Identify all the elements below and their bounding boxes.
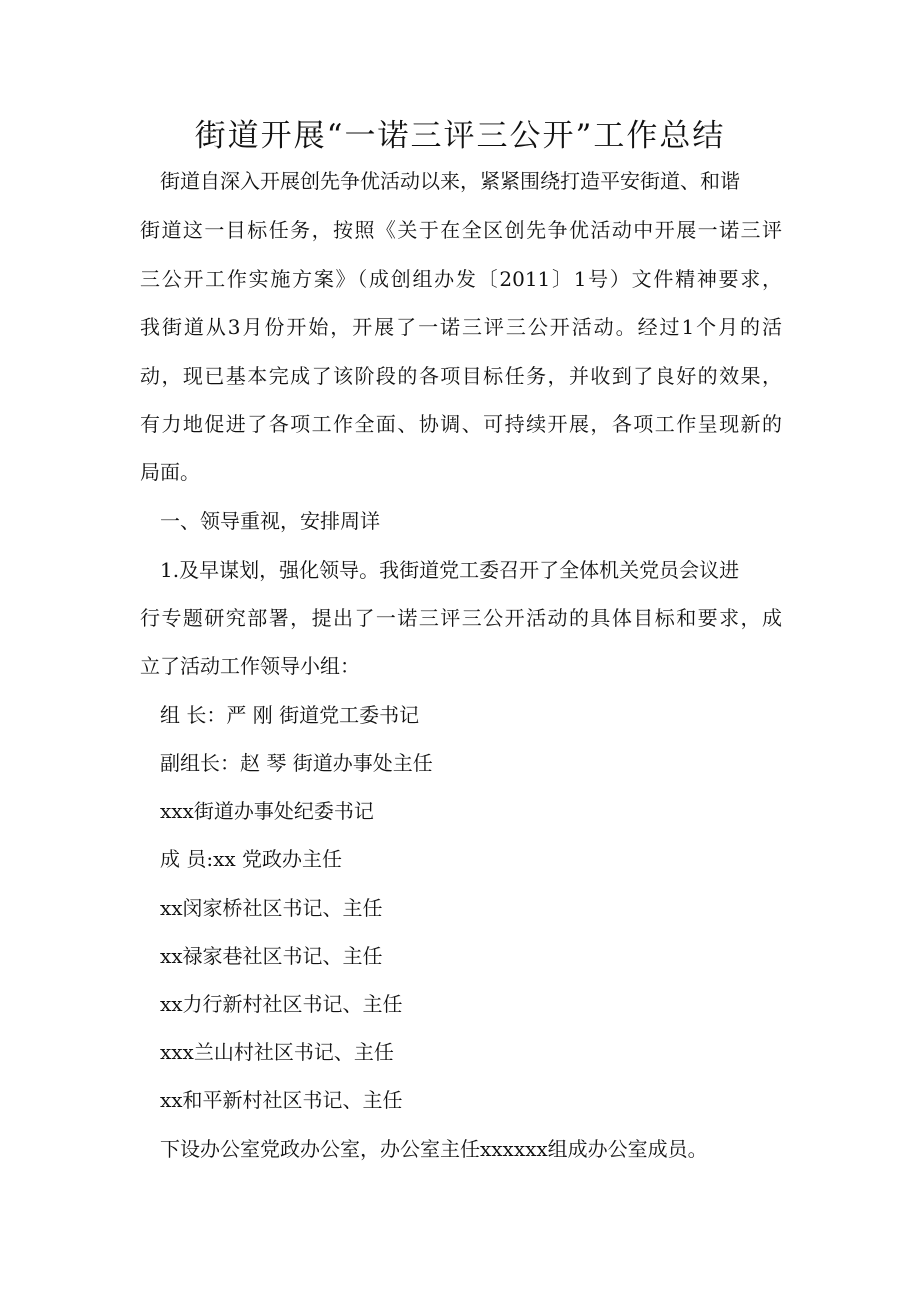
paragraph-line: 立了活动工作领导小组： bbox=[140, 654, 360, 678]
member-line: xx禄家巷社区书记、主任 bbox=[160, 944, 383, 968]
member-line: 成 员:xx 党政办主任 bbox=[160, 847, 343, 871]
paragraph-line: 我街道从3月份开始，开展了一诺三评三公开活动。经过1个月的活 bbox=[140, 315, 782, 339]
paragraph-line: 局面。 bbox=[140, 460, 200, 484]
document-title: 街道开展“一诺三评三公开”工作总结 bbox=[194, 118, 726, 154]
paragraph-line: 行专题研究部署，提出了一诺三评三公开活动的具体目标和要求，成 bbox=[140, 606, 782, 630]
paragraph-line: 街道自深入开展创先争优活动以来，紧紧围绕打造平安街道、和谐 bbox=[160, 169, 740, 193]
paragraph-line: 下设办公室党政办公室，办公室主任xxxxxx组成办公室成员。 bbox=[160, 1137, 708, 1161]
paragraph-line: 有力地促进了各项工作全面、协调、可持续开展，各项工作呈现新的 bbox=[140, 412, 782, 436]
paragraph-line: 1.及早谋划，强化领导。我街道党工委召开了全体机关党员会议进 bbox=[160, 558, 740, 582]
paragraph-line: 街道这一目标任务，按照《关于在全区创先争优活动中开展一诺三评 bbox=[140, 218, 782, 242]
member-line: 副组长：赵 琴 街道办事处主任 bbox=[160, 751, 433, 775]
member-line: xxx兰山村社区书记、主任 bbox=[160, 1040, 394, 1064]
member-line: xx闵家桥社区书记、主任 bbox=[160, 896, 383, 920]
member-line: 组 长：严 刚 街道党工委书记 bbox=[160, 703, 420, 727]
member-line: xx和平新村社区书记、主任 bbox=[160, 1088, 403, 1112]
paragraph-line: 动，现已基本完成了该阶段的各项目标任务，并收到了良好的效果， bbox=[140, 364, 782, 388]
section-heading: 一、领导重视，安排周详 bbox=[160, 509, 380, 533]
paragraph-line: 三公开工作实施方案》（成创组办发〔2011〕1号）文件精神要求， bbox=[140, 267, 782, 291]
member-line: xxx街道办事处纪委书记 bbox=[160, 799, 374, 823]
member-line: xx力行新村社区书记、主任 bbox=[160, 992, 403, 1016]
